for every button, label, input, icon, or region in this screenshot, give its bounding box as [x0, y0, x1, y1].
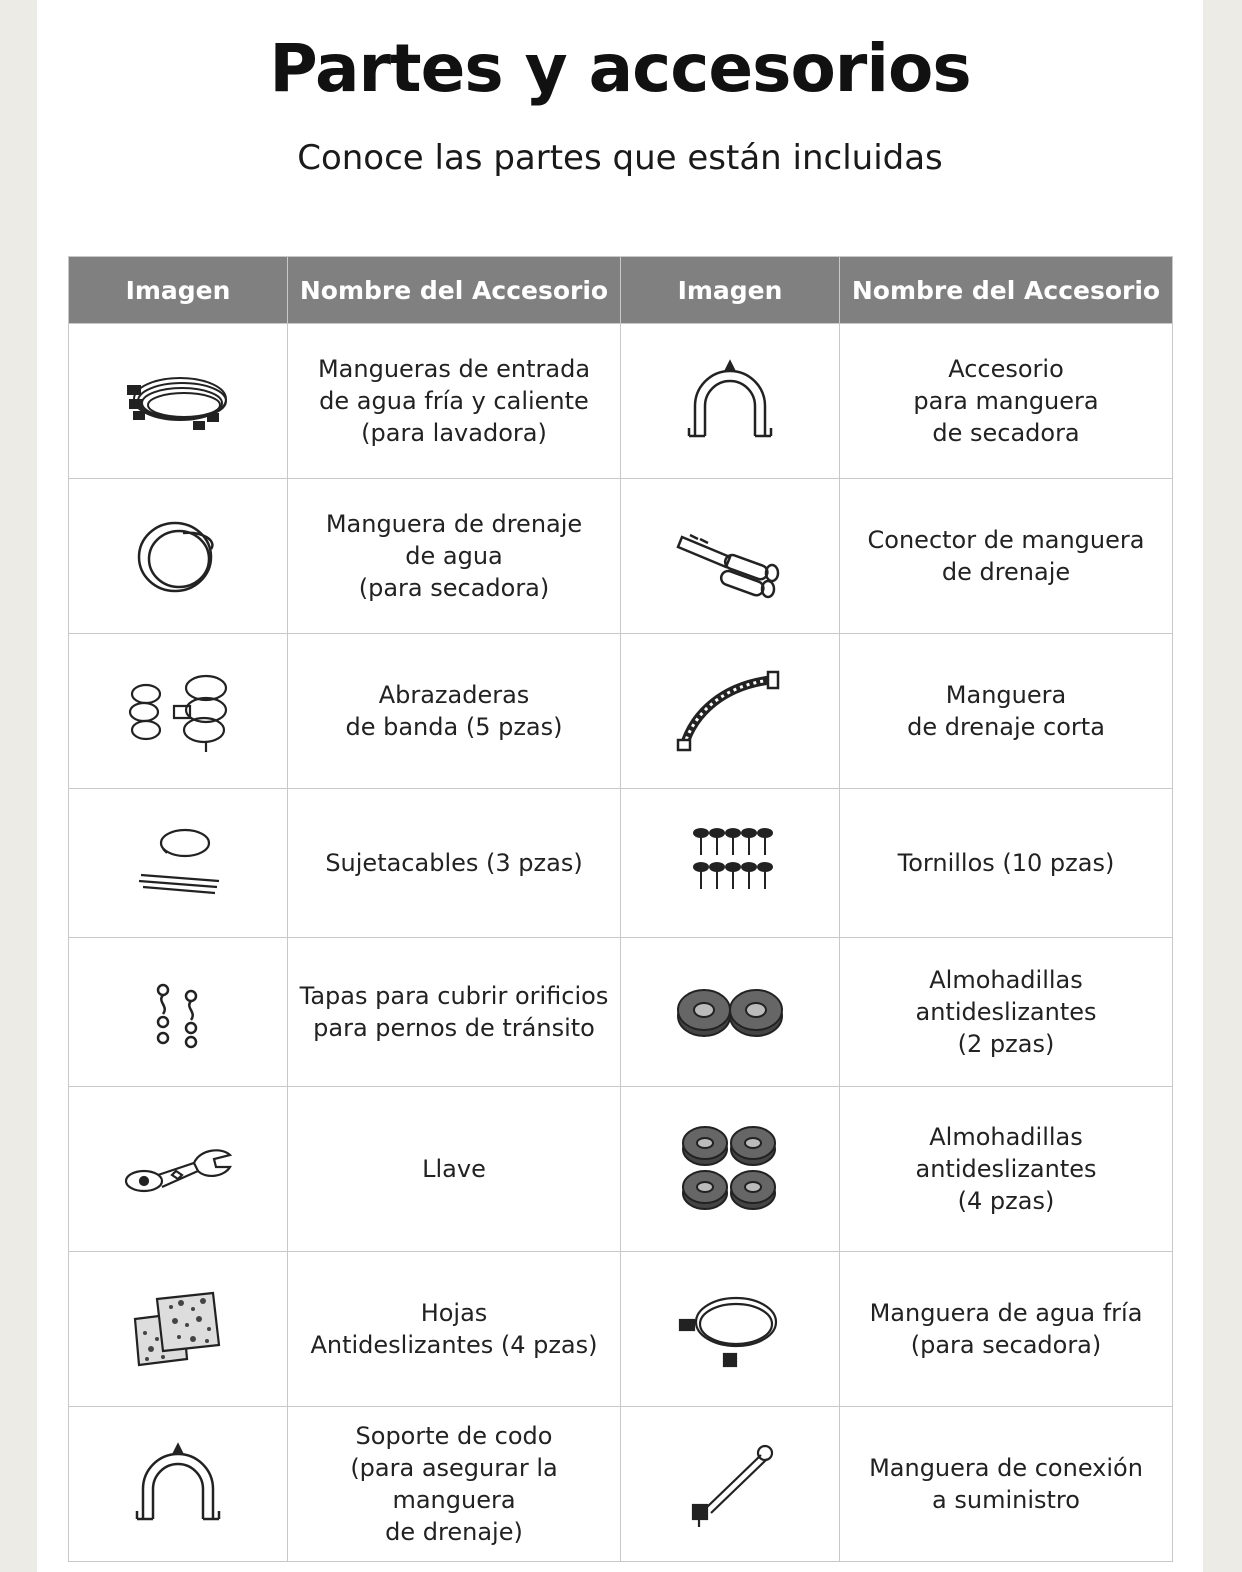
- elbow-bracket-icon: [123, 1439, 233, 1529]
- accessory-name: Mangueras de entrada de agua fría y caliente (para lavadora): [288, 324, 621, 479]
- image-cell: [69, 1252, 288, 1407]
- table-row: [69, 324, 1173, 479]
- accessory-name: Accesorio para manguera de secadora: [840, 324, 1173, 479]
- accessory-name: Hojas Antideslizantes (4 pzas): [288, 1252, 621, 1407]
- supply-hose-icon: [675, 1439, 785, 1529]
- accessory-name: Tornillos (10 pzas): [840, 789, 1173, 938]
- image-cell: [621, 1407, 840, 1562]
- table-row: [69, 938, 1173, 1087]
- short-drain-hose-icon: [670, 666, 790, 756]
- accessory-name: Manguera de drenaje corta: [840, 634, 1173, 789]
- table-row: [69, 789, 1173, 938]
- table-row: [69, 1252, 1173, 1407]
- accessories-table: [68, 256, 1173, 1562]
- wrench-icon: [118, 1129, 238, 1209]
- accessory-name: Manguera de drenaje de agua (para secadora): [288, 479, 621, 634]
- column-header-accessory-name: Nombre del Accesorio: [840, 257, 1173, 324]
- anti-slip-sheets-icon: [123, 1289, 233, 1369]
- table-row: [69, 479, 1173, 634]
- anti-slip-pads-4-icon: [675, 1119, 785, 1219]
- hose-bracket-icon: [675, 356, 785, 446]
- image-cell: [69, 938, 288, 1087]
- inlet-hoses-icon: [118, 356, 238, 446]
- accessory-name: Llave: [288, 1087, 621, 1252]
- drain-hose-icon: [123, 511, 233, 601]
- hole-caps-icon: [133, 972, 223, 1052]
- cable-ties-icon: [123, 823, 233, 903]
- cold-water-hose-icon: [670, 1284, 790, 1374]
- table-row: [69, 1087, 1173, 1252]
- image-cell: [69, 1407, 288, 1562]
- image-cell: [69, 1087, 288, 1252]
- image-cell: [621, 789, 840, 938]
- image-cell: [621, 938, 840, 1087]
- accessory-name: Conector de manguera de drenaje: [840, 479, 1173, 634]
- screws-icon: [675, 823, 785, 903]
- accessory-name: Sujetacables (3 pzas): [288, 789, 621, 938]
- table-header-row: [69, 257, 1173, 324]
- image-cell: [69, 479, 288, 634]
- accessory-name: Manguera de agua fría (para secadora): [840, 1252, 1173, 1407]
- column-header-image: Imagen: [621, 257, 840, 324]
- drain-connector-icon: [670, 511, 790, 601]
- image-cell: [621, 1087, 840, 1252]
- table-row: [69, 1407, 1173, 1562]
- accessory-name: Almohadillas antideslizantes (2 pzas): [840, 938, 1173, 1087]
- page-title: Partes y accesorios: [269, 30, 971, 107]
- image-cell: [69, 634, 288, 789]
- accessory-name: Soporte de codo (para asegurar la manguera de drenaje): [288, 1407, 621, 1562]
- anti-slip-pads-2-icon: [670, 972, 790, 1052]
- column-header-accessory-name: Nombre del Accesorio: [288, 257, 621, 324]
- column-header-image: Imagen: [69, 257, 288, 324]
- image-cell: [621, 324, 840, 479]
- accessory-name: Tapas para cubrir orificios para pernos de tránsito: [288, 938, 621, 1087]
- table-row: [69, 634, 1173, 789]
- band-clamps-icon: [118, 666, 238, 756]
- accessory-name: Abrazaderas de banda (5 pzas): [288, 634, 621, 789]
- image-cell: [621, 479, 840, 634]
- image-cell: [621, 1252, 840, 1407]
- accessory-name: Almohadillas antideslizantes (4 pzas): [840, 1087, 1173, 1252]
- image-cell: [69, 789, 288, 938]
- page-subtitle: Conoce las partes que están incluidas: [297, 138, 943, 178]
- accessory-name: Manguera de conexión a suministro: [840, 1407, 1173, 1562]
- content-card: [37, 0, 1203, 1572]
- image-cell: [69, 324, 288, 479]
- image-cell: [621, 634, 840, 789]
